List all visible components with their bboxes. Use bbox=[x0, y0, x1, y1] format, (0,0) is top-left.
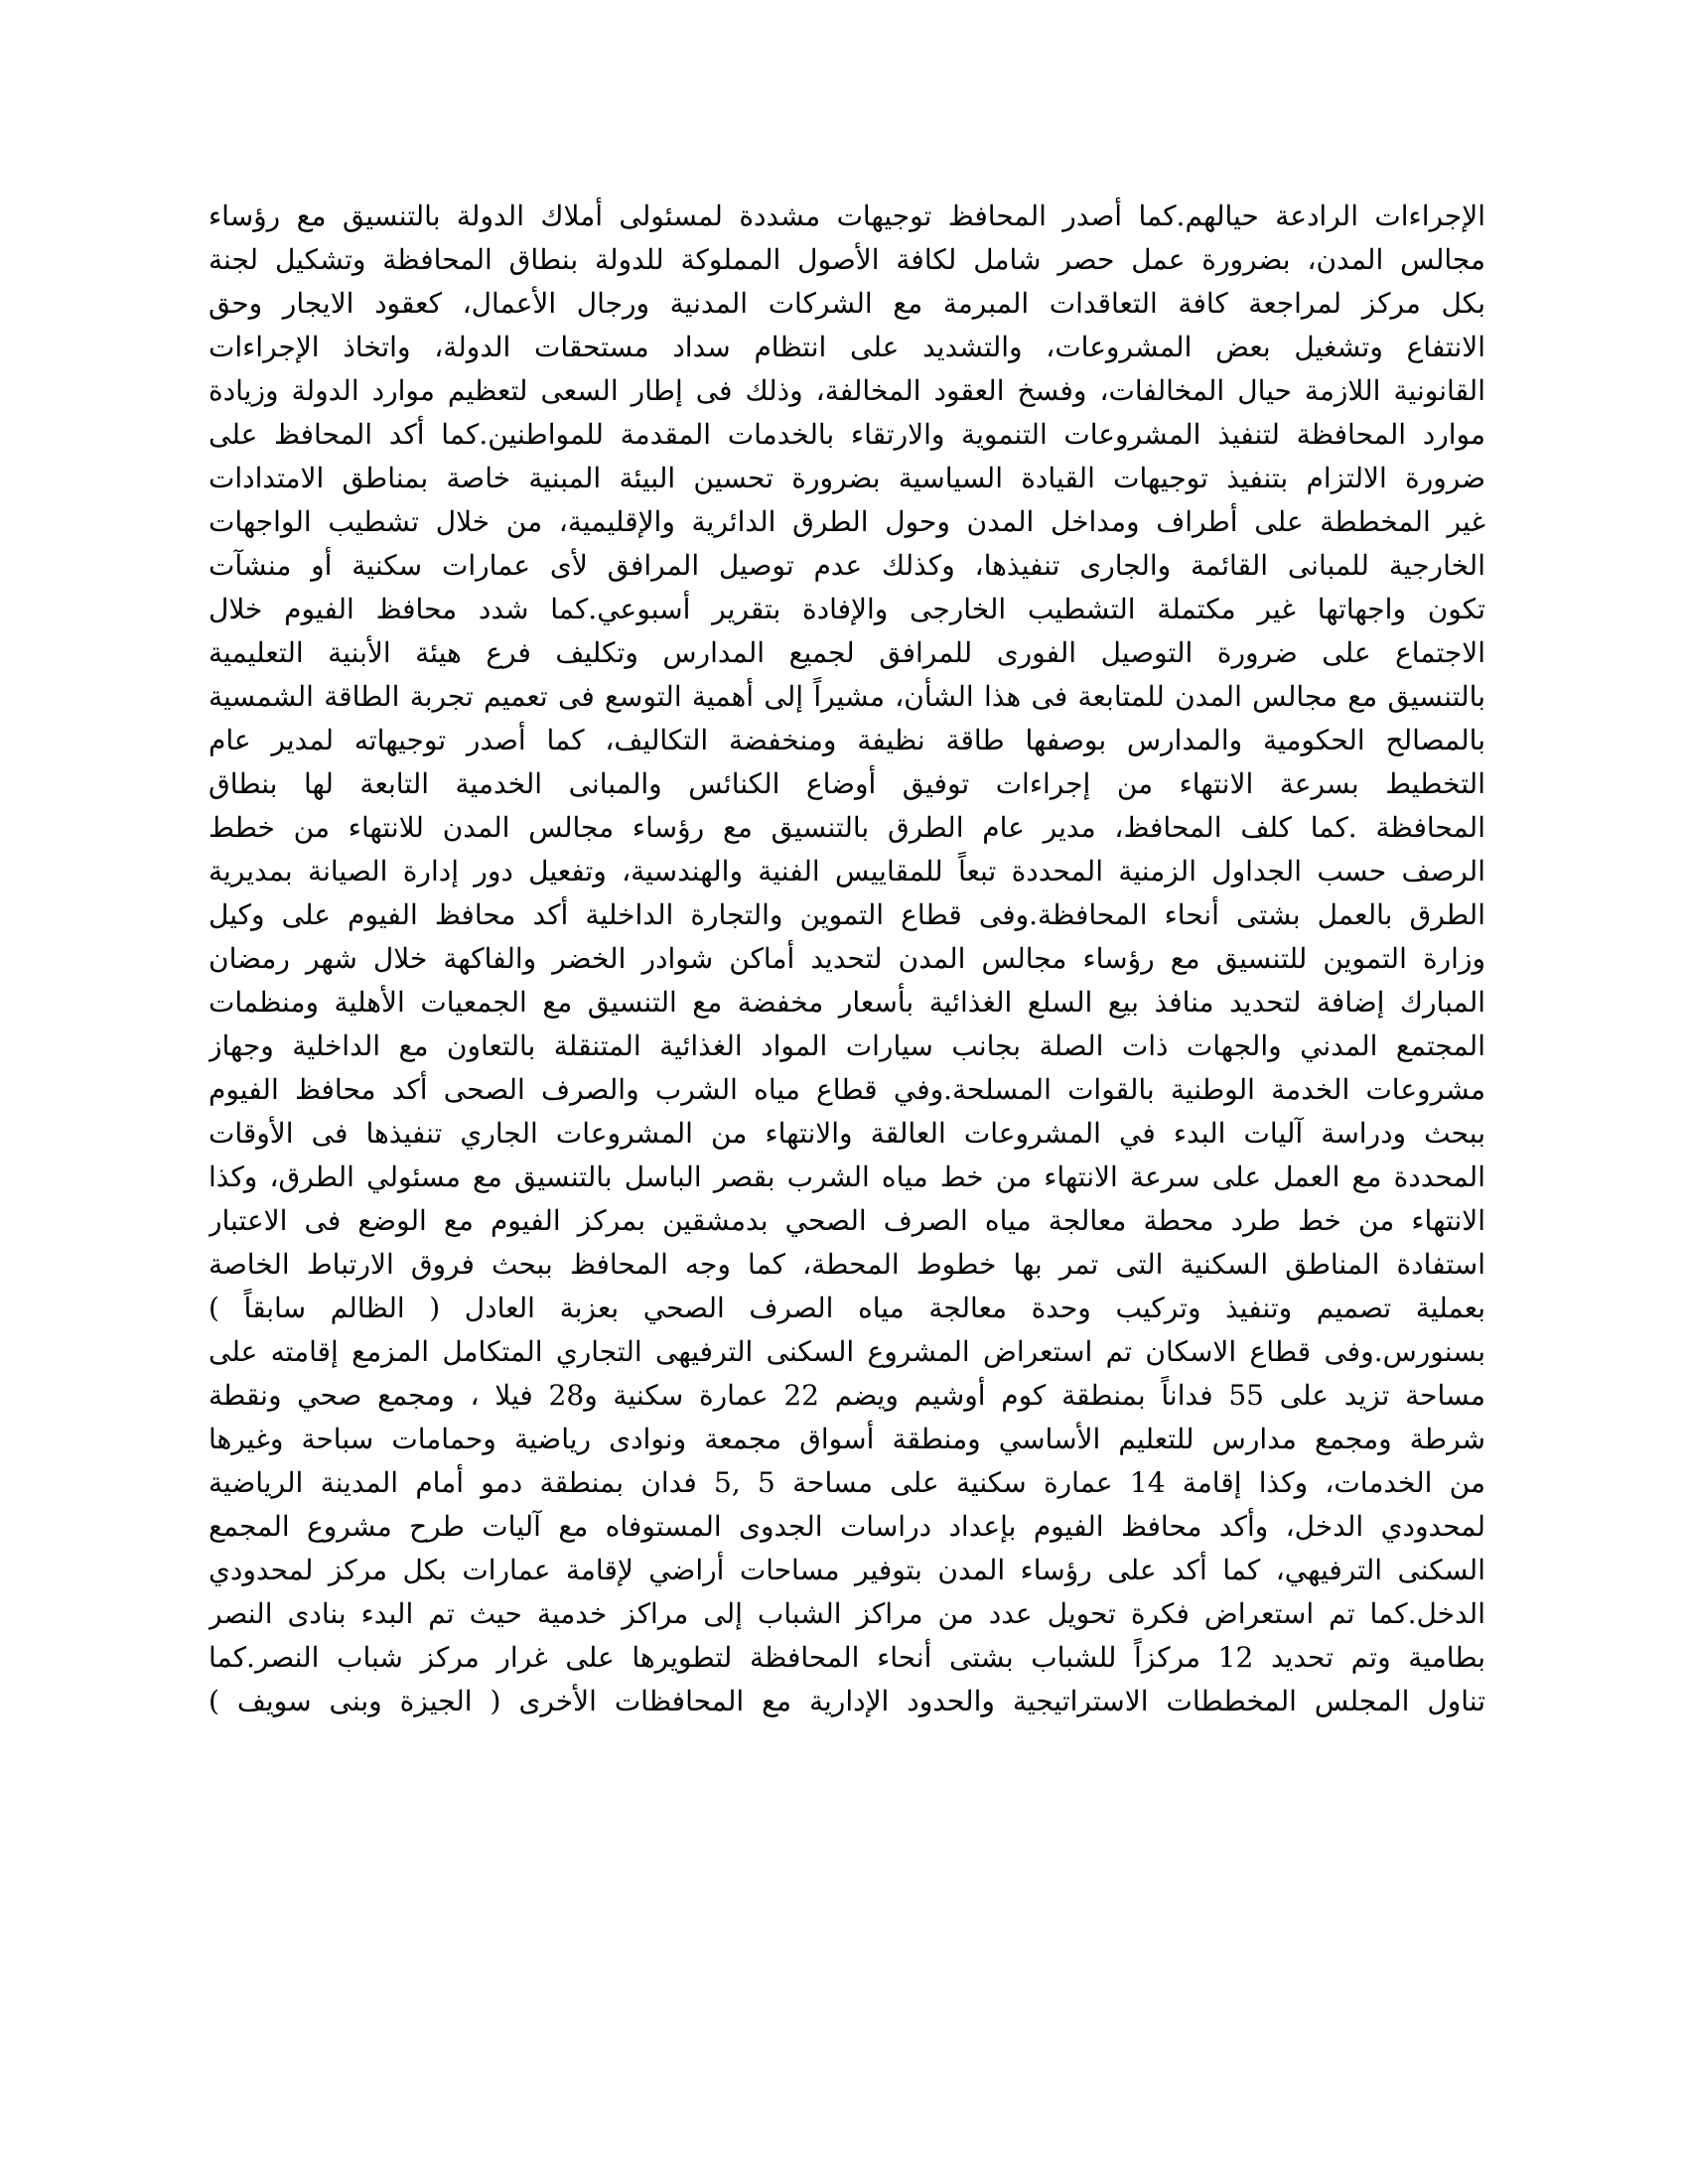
text-line: مجالس المدن، بضرورة عمل حصر شامل لكافة الأصول المملوكة للدولة بنطاق المحافظة وتشكيل لجنة bbox=[209, 243, 1485, 276]
text-line: لمحدودي الدخل، وأكد محافظ الفيوم بإعداد دراسات الجدوى المستوفاه مع آليات طرح مشروع المجمع bbox=[209, 1510, 1485, 1543]
text-line: بعملية تصميم وتنفيذ وتركيب وحدة معالجة مياه الصرف الصحي بعزبة العادل ( الظالم سابقاً ) bbox=[209, 1292, 1485, 1324]
text-line: ببحث ودراسة آليات البدء في المشروعات العالقة والانتهاء من المشروعات الجاري تنفيذها فى الأوقات bbox=[209, 1117, 1485, 1150]
text-line: الانتفاع وتشغيل بعض المشروعات، والتشديد على انتظام سداد مستحقات الدولة، واتخاذ الإجراءات bbox=[209, 331, 1485, 363]
text-line: بكل مركز لمراجعة كافة التعاقدات المبرمة مع الشركات المدنية ورجال الأعمال، كعقود الايجار وحق bbox=[209, 287, 1485, 320]
text-line: من الخدمات، وكذا إقامة 14 عمارة سكنية على مساحة 5 ,5 فدان بمنطقة دمو أمام المدينة الرياضية bbox=[209, 1466, 1485, 1499]
text-line: الخارجية للمبانى القائمة والجارى تنفيذها، وكذلك عدم توصيل المرافق لأى عمارات سكنية أو منشآت bbox=[209, 549, 1485, 582]
text-line: استفادة المناطق السكنية التى تمر بها خطوط المحطة، كما وجه المحافظ ببحث فروق الارتباط الخاصة bbox=[209, 1248, 1485, 1281]
text-line: المحددة مع العمل على سرعة الانتهاء من خط مياه الشرب بقصر الباسل بالتنسيق مع مسئولي الطرق، وكذا bbox=[209, 1160, 1485, 1193]
text-line: تناول المجلس المخططات الاستراتيجية والحدود الإدارية مع المحافظات الأخرى ( الجيزة وبنى سويف ) bbox=[209, 1685, 1485, 1717]
text-line: موارد المحافظة لتنفيذ المشروعات التنموية والارتقاء بالخدمات المقدمة للمواطنين.كما أكد المحافظ على bbox=[209, 418, 1485, 451]
text-line: مساحة تزيد على 55 فداناً بمنطقة كوم أوشيم ويضم 22 عمارة سكنية و28 فيلا ، ومجمع صحي ونقطة bbox=[209, 1379, 1485, 1412]
text-line: تكون واجهاتها غير مكتملة التشطيب الخارجى والإفادة بتقرير أسبوعي.كما شدد محافظ الفيوم خلال bbox=[209, 593, 1485, 625]
article-body bbox=[209, 195, 1485, 1723]
text-line: وزارة التموين للتنسيق مع رؤساء مجالس المدن لتحديد أماكن شوادر الخضر والفاكهة خلال شهر رمضان bbox=[209, 942, 1485, 975]
text-line: بطامية وتم تحديد 12 مركزاً للشباب بشتى أنحاء المحافظة لتطويرها على غرار مركز شباب النصر.كما bbox=[209, 1641, 1485, 1674]
text-line: المبارك إضافة لتحديد منافذ بيع السلع الغذائية بأسعار مخفضة مع التنسيق مع الجمعيات الأهلية ومنظمات bbox=[209, 986, 1485, 1019]
text-line: الرصف حسب الجداول الزمنية المحددة تبعاً للمقاييس الفنية والهندسية، وتفعيل دور إدارة الصيانة بمديرية bbox=[209, 855, 1485, 887]
text-line: القانونية اللازمة حيال المخالفات، وفسخ العقود المخالفة، وذلك فى إطار السعى لتعظيم موارد الدولة وزيادة bbox=[209, 374, 1485, 407]
text-line: الطرق بالعمل بشتى أنحاء المحافظة.وفى قطاع التموين والتجارة الداخلية أكد محافظ الفيوم على وكيل bbox=[209, 898, 1485, 931]
text-line: مشروعات الخدمة الوطنية بالقوات المسلحة.وفي قطاع مياه الشرب والصرف الصحى أكد محافظ الفيوم bbox=[209, 1073, 1485, 1106]
text-line: بسنورس.وفى قطاع الاسكان تم استعراض المشروع السكنى الترفيهى التجاري المتكامل المزمع إقامته على bbox=[209, 1335, 1485, 1368]
text-line: الدخل.كما تم استعراض فكرة تحويل عدد من مراكز الشباب إلى مراكز خدمية حيث تم البدء بنادى النصر bbox=[209, 1597, 1485, 1630]
text-line: المحافظة .كما كلف المحافظ، مدير عام الطرق بالتنسيق مع رؤساء مجالس المدن للانتهاء من خطط bbox=[209, 811, 1485, 844]
text-line: السكنى الترفيهي، كما أكد على رؤساء المدن بتوفير مساحات أراضي لإقامة عمارات بكل مركز لمحدودي bbox=[209, 1554, 1485, 1586]
text-line: غير المخططة على أطراف ومداخل المدن وحول الطرق الدائرية والإقليمية، من خلال تشطيب الواجهات bbox=[209, 505, 1485, 538]
text-line: الاجتماع على ضرورة التوصيل الفورى للمرافق لجميع المدارس وتكليف فرع هيئة الأبنية التعليمية bbox=[209, 636, 1485, 669]
text-line: بالمصالح الحكومية والمدارس بوصفها طاقة نظيفة ومنخفضة التكاليف، كما أصدر توجيهاته لمدير عام bbox=[209, 724, 1485, 756]
text-line: المجتمع المدني والجهات ذات الصلة بجانب سيارات المواد الغذائية المتنقلة بالتعاون مع الداخلية وجهاز bbox=[209, 1029, 1485, 1062]
text-line: بالتنسيق مع مجالس المدن للمتابعة فى هذا الشأن، مشيراً إلى أهمية التوسع فى تعميم تجربة الطاقة الشمسية bbox=[209, 680, 1485, 713]
text-line: الانتهاء من خط طرد محطة معالجة مياه الصرف الصحي بدمشقين بمركز الفيوم مع الوضع فى الاعتبار bbox=[209, 1204, 1485, 1237]
text-line: ضرورة الالتزام بتنفيذ توجيهات القيادة السياسية بضرورة تحسين البيئة المبنية خاصة بمناطق الامتدادات bbox=[209, 462, 1485, 494]
text-line: الإجراءات الرادعة حيالهم.كما أصدر المحافظ توجيهات مشددة لمسئولى أملاك الدولة بالتنسيق مع رؤساء bbox=[209, 200, 1485, 232]
text-line: التخطيط بسرعة الانتهاء من إجراءات توفيق أوضاع الكنائس والمبانى الخدمية التابعة لها بنطاق bbox=[209, 767, 1485, 800]
text-line: شرطة ومجمع مدارس للتعليم الأساسي ومنطقة أسواق مجمعة ونوادى رياضية وحمامات سباحة وغيرها bbox=[209, 1423, 1485, 1455]
